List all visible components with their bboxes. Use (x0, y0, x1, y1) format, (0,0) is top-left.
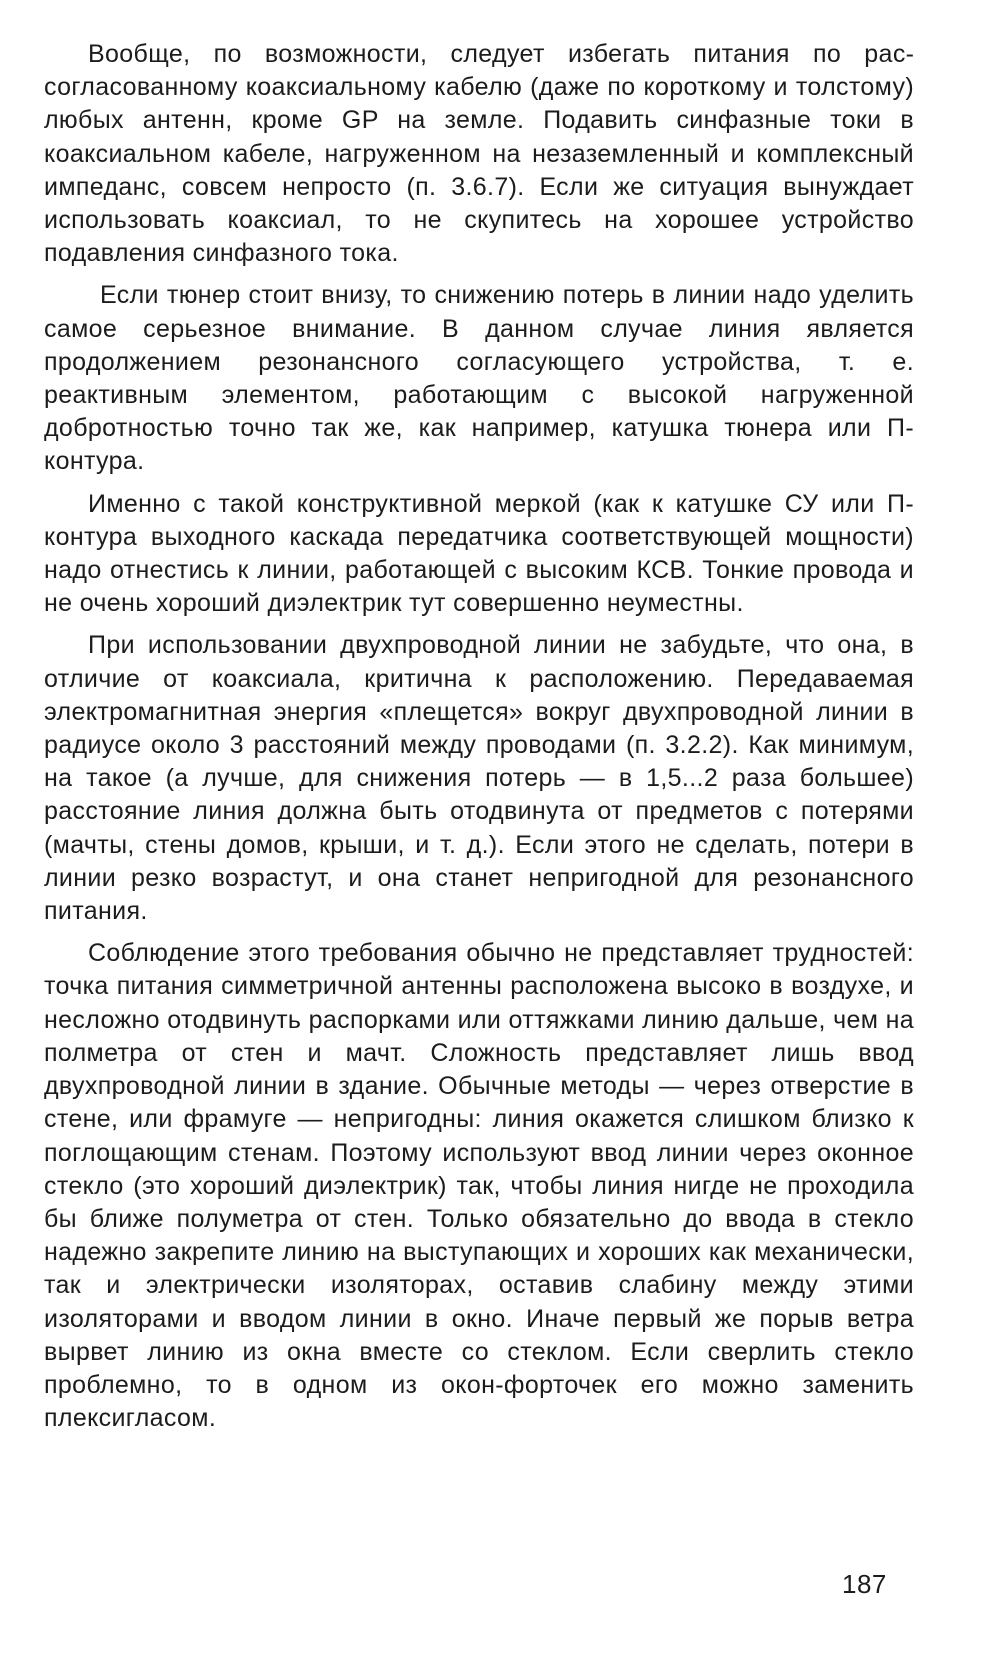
paragraph-3: Именно с такой конструктивной меркой (как к катушке СУ или П-контура выходного каскада передатчика соответствующей мощности) надо отнестись к линии, работающей с высоким КСВ. Тонкие провода и не очень хороший диэлектрик тут совершенно неуместны. (44, 489, 914, 618)
paragraph-4: При использовании двухпроводной линии не забудьте, что она, в отличие от коаксиала, критична к расположению. Передаваемая электромагнитная энергия «плещется» вокруг двухпроводной линии в радиусе около 3 расстояний между проводами (п. 3.2.2). Как минимум, на такое (а лучше, для снижения потерь — в 1,5...2 раза большее) расстояние линия должна быть отодвинута от предметов с потерями (мачты, стены домов, крыши, и т. д.). Если этого не сделать, потери в линии резко возрастут, и она станет непригодной для резонансного питания. (44, 631, 914, 926)
paragraph-5: Соблюдение этого требования обычно не представляет трудностей: точка питания симметричной антенны расположена высоко в воздухе, и несложно отодвинуть распорками или оттяжками линию дальше, чем на полметра от стен и мачт. Сложность представляет лишь ввод двухпроводной линии в здание. Обычные методы — через отверстие в стене, или фрамуге — непригодны: линия окажется слишком близко к поглощающим стенам. Поэтому используют ввод линии через оконное стекло (это хороший диэлектрик) так, чтобы линия нигде не проходила бы ближе полуметра от стен. Только обязательно до ввода в стекло надежно закрепите линию на выступающих и хороших как механически, так и электрически изоляторах, оставив слабину между этими изоляторами и вводом линии в окно. Иначе первый же порыв ветра вырвет линию из окна вместе со стеклом. Если сверлить стекло проблемно, то в одном из окон-форточек его можно заменить плексигласом. (44, 939, 914, 1433)
paragraph-1: Вообще, по возможности, следует избегать питания по рассогласованному коаксиальному кабелю (даже по короткому и толстому) любых антенн, кроме GP на земле. Подавить синфазные токи в коаксиальном кабеле, нагруженном на незаземленный и комплексный импеданс, совсем непросто (п. 3.6.7). Если же ситуация вынуждает использовать коаксиал, то не скупитесь на хорошее устройство подавления синфазного тока. (44, 40, 914, 268)
page-number: 187 (842, 1569, 887, 1599)
paragraph-2: Если тюнер стоит внизу, то снижению потерь в линии надо уделить самое серьезное внимание. В данном случае линия является продолжением резонансного согласующего устройства, т. е. реактивным элементом, работающим с высокой нагруженной добротностью точно так же, как например, катушка тюнера или П-контура. (44, 281, 914, 476)
page-body (44, 38, 914, 1444)
